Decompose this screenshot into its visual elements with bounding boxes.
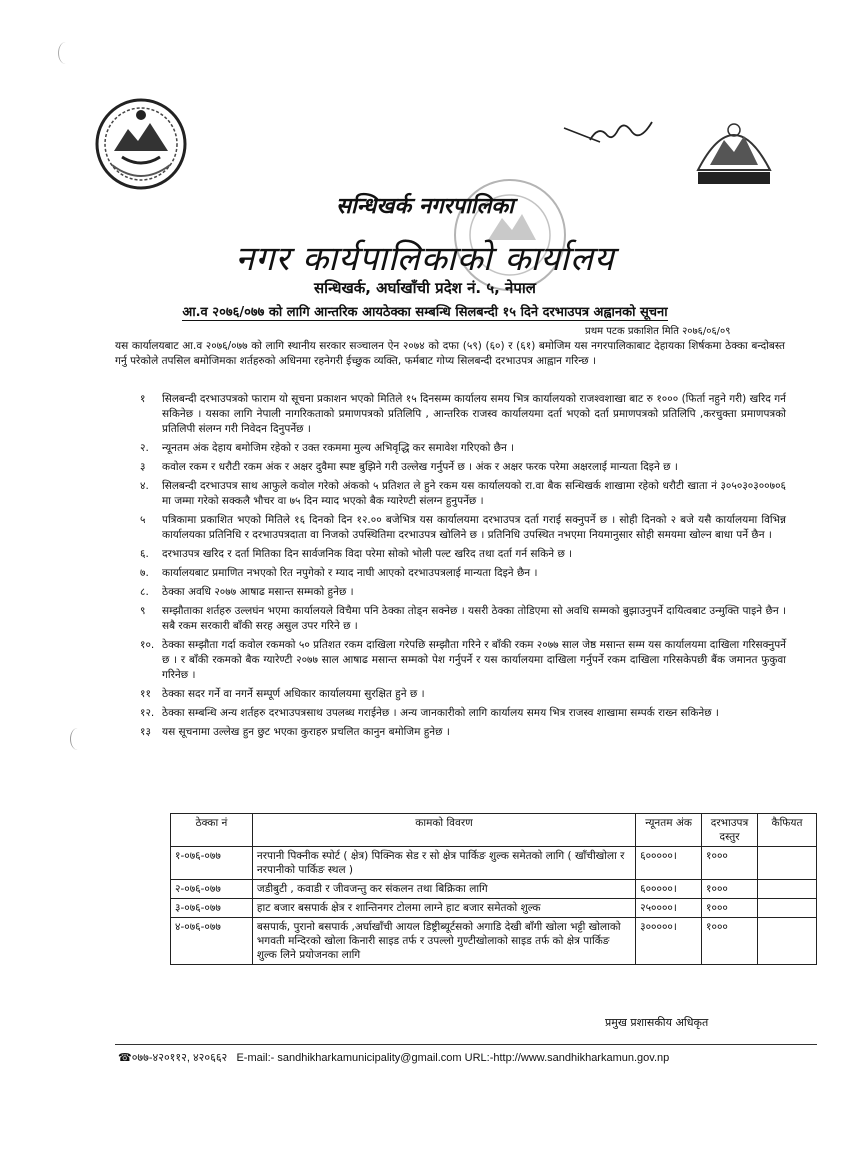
item-number: ४. [140, 480, 149, 492]
scan-margin-mark [70, 728, 85, 750]
cell-description: बसपार्क, पुरानो बसपार्क ,अर्घाखाँची आयल डिष्ट्रीब्यूर्टसको अगाडि देखी बाँगी खोला भट्टी खोलाको भगवती मन्दिरको खोला किनारी साइड तर्फ र उपल्लो गुण्टीखोलाको साइड तर्फ को क्षेत्र पार्किङ शुल्क लिने प्रयोजनका लागि [252, 918, 635, 965]
notice-title [0, 302, 850, 320]
list-item [140, 566, 786, 581]
signer-title: प्रमुख प्रशासकीय अधिकृत [605, 1016, 709, 1029]
cell-min-amount: ६०००००। [636, 880, 702, 899]
list-item [140, 706, 786, 721]
contract-table [170, 813, 817, 965]
list-item [140, 513, 786, 543]
item-text: कवोल रकम र धरौटी रकम अंक र अक्षर दुवैमा स्पष्ट बुझिने गरी उल्लेख गर्नुपर्ने छ । अंक र अक्षर फरक परेमा अक्षरलाई मान्यता दिइने छ । [162, 461, 678, 473]
cell-min-amount: २५००००। [636, 899, 702, 918]
cell-description: जडीबुटी , कवाडी र जीवजन्तु कर संकलन तथा बिक्रिका लागि [252, 880, 635, 899]
header-fee: दरभाउपत्र दस्तुर [702, 814, 758, 847]
item-number: २. [140, 442, 149, 454]
header-description: कामको विवरण [252, 814, 635, 847]
item-text: सिलबन्दी दरभाउपत्र साथ आफुले कवोल गरेको अंकको ५ प्रतिशत ले हुने रकम यस कार्यालयको रा.वा बैक सन्धिखर्क शाखामा रहेको धरौटी खाता नं ३०५०३०३००७०६ मा जम्मा गरेको सक्कलै भौचर वा ७५ दिन म्याद भएको बैक ग्यारेण्टी संलग्न हुनुपर्नेछ । [162, 480, 786, 507]
table-row [171, 899, 817, 918]
nepal-emblem-icon [92, 95, 190, 193]
cell-fee: १००० [702, 918, 758, 965]
list-item [140, 604, 786, 634]
cell-min-amount: ६०००००। [636, 847, 702, 880]
list-item [140, 547, 786, 562]
item-text: सम्झौताका शर्तहरु उल्लघंन भएमा कार्यालयले विचैमा पनि ठेक्का तोड्न सक्नेछ । यसरी ठेक्का तोडिएमा सो अवधि सम्मको बुझाउनुपर्ने दायित्वबाट उन्मुक्ति पाइने छैन । सबै रकम सरकारी बाँकी सरह असुल उपर गरिने छ । [162, 605, 786, 632]
item-number: १ [140, 393, 146, 405]
item-number: १३ [140, 726, 151, 738]
item-number: ७. [140, 567, 149, 579]
item-text: दरभाउपत्र खरिद र दर्ता मितिका दिन सार्वजनिक विदा परेमा सोको भोली पल्ट खरिद तथा दर्ता गर्न सकिने छ । [162, 548, 573, 560]
item-number: ६. [140, 548, 149, 560]
item-text: ठेक्का अवधि २०७७ आषाढ मसान्त सम्मको हुनेछ । [162, 586, 354, 598]
table-row [171, 880, 817, 899]
footer-contact [118, 1050, 669, 1065]
item-number: ९ [140, 605, 146, 617]
municipality-logo-icon [690, 110, 778, 192]
item-number: १०. [140, 639, 155, 651]
cell-remarks [758, 918, 817, 965]
list-item [140, 585, 786, 600]
item-text: न्यूनतम अंक देहाय बमोजिम रहेको र उक्त रकममा मुल्य अभिवृद्धि कर समावेश गरिएको छैन । [162, 442, 515, 454]
list-item [140, 460, 786, 475]
intro-paragraph: यस कार्यालयबाट आ.व २०७६/०७७ को लागि स्थानीय सरकार सञ्चालन ऐन २०७४ को दफा (५९) (६०) र (६१) बमोजिम यस नगरपालिकाबाट देहायका शिर्षकमा ठेक्का बन्दोबस्त गर्नु परेकोले तपसिल बमोजिमका शर्तहरुको अधिनमा रहनेगरी ईच्छुक व्यक्ति, फर्मबाट गोप्य सिलबन्दी दरभाउपत्र आह्वान गरिन्छ । [115, 340, 785, 367]
list-item [140, 687, 786, 702]
office-name: नगर कार्यपालिकाको कार्यालय [235, 239, 615, 279]
item-text: ठेक्का सम्बन्धि अन्य शर्तहरु दरभाउपत्रसाथ उपलब्ध गराईनेछ । अन्य जानकारीको लागि कार्यालय समय भित्र राजस्व शाखामा सम्पर्क राख्न सकिनेछ । [162, 707, 719, 719]
list-item [140, 392, 786, 437]
cell-description: नरपानी पिक्नीक स्पोर्ट ( क्षेत्र) पिक्निक सेड र सो क्षेत्र पार्किङ शुल्क समेतको लागि ( खाँचीखोला र नरपानीको पार्किङ स्थल ) [252, 847, 635, 880]
item-number: ५ [140, 514, 146, 526]
org-name: सन्धिखर्क नगरपालिका [336, 194, 514, 219]
header-min-amount: न्यूनतम अंक [636, 814, 702, 847]
cell-contract-no: २-०७६-०७७ [171, 880, 253, 899]
notice-title-text: आ.व २०७६/०७७ को लागि आन्तरिक आयठेक्का सम्बन्धि सिलबन्दी १५ दिने दरभाउपत्र अह्वानको सूचना [182, 305, 668, 320]
cell-remarks [758, 899, 817, 918]
list-item [140, 725, 786, 740]
item-text: ठेक्का सम्झौता गर्दा कवोल रकमको ५० प्रतिशत रकम दाखिला गरेपछि सम्झौता गरिने र बाँकी रकम २०७७ साल जेष्ठ मसान्त सम्म यस कार्यालयमा दाखिला गरिसक्नुपर्ने छ । र बाँकी रकमको बैक ग्यारेण्टी २०७७ साल आषाढ मसान्त सम्मको पेश गर्नुपर्ने र यस कार्यालयमा दाखिला गर्नुपर्ने रकम दाखिला गरिसकेपछी बैंक जमानत फुकुवा गरिनेछ । [162, 639, 786, 681]
item-number: ११ [140, 688, 151, 700]
cell-contract-no: ३-०७६-०७७ [171, 899, 253, 918]
phone-numbers: ☎०७७-४२०११२, ४२०६६२ [118, 1052, 228, 1064]
email-url: E-mail:- sandhikharkamunicipality@gmail.com URL:-http://www.sandhikharkamun.gov.np [236, 1052, 670, 1064]
list-item [140, 638, 786, 683]
item-number: ८. [140, 586, 149, 598]
item-text: पत्रिकामा प्रकाशित भएको मितिले १६ दिनको दिन १२.०० बजेभित्र यस कार्यालयमा दरभाउपत्र दर्ता गराई सक्नुपर्ने छ । सोही दिनको २ बजे यसै कार्यालयमा विभिन्न कार्यालयका प्रतिनिधि र दरभाउपत्रदाता वा निजको उपस्थितिमा दरभाउपत्र खोलिने छ । प्रतिनिधि उपस्थित नभएमा नियमानुसार सोही समयमा खोल्न बाधा पर्ने छैन । [162, 514, 786, 541]
cell-remarks [758, 880, 817, 899]
list-item [140, 441, 786, 456]
item-text: सिलबन्दी दरभाउपत्रको फाराम यो सूचना प्रकाशन भएको मितिले १५ दिनसम्म कार्यालय समय भित्र कार्यालयको राजश्वशाखा बाट रु १००० (फिर्ता नहुने गरी) खरिद गर्न सकिनेछ । यसका लागि नेपाली नागरिकताको प्रमाणपत्रको प्रतिलिपि , आन्तरिक राजस्व कार्यालयमा दर्ता भएको दर्ता प्रमाणपत्रको प्रतिलिपि ,करचुक्ता प्रमाणपत्रको प्रतिलिपी संलग्न गरी निवेदन दिनुपर्नेछ । [162, 393, 786, 435]
item-number: १२. [140, 707, 155, 719]
handwritten-signature [560, 112, 680, 152]
header-contract-no: ठेक्का नं [171, 814, 253, 847]
cell-remarks [758, 847, 817, 880]
cell-fee: १००० [702, 899, 758, 918]
scan-margin-mark [58, 42, 73, 64]
cell-contract-no: ४-०७६-०७७ [171, 918, 253, 965]
table-row [171, 918, 817, 965]
cell-contract-no: १-०७६-०७७ [171, 847, 253, 880]
footer-divider [115, 1044, 817, 1045]
item-text: ठेक्का सदर गर्ने वा नगर्ने सम्पूर्ण अधिकार कार्यालयमा सुरक्षित हुने छ । [162, 688, 425, 700]
item-text: यस सूचनामा उल्लेख हुन छुट भएका कुराहरु प्रचलित कानुन बमोजिम हुनेछ । [162, 726, 450, 738]
conditions-list [140, 392, 786, 744]
table-header-row [171, 814, 817, 847]
item-text: कार्यालयबाट प्रमाणित नभएको रित नपुगेको र म्याद नाघी आएको दरभाउपत्रलाई मान्यता दिइने छैन । [162, 567, 538, 579]
table-row [171, 847, 817, 880]
list-item [140, 479, 786, 509]
publication-date: प्रथम पटक प्रकाशित मिति २०७६/०६/०९ [585, 326, 731, 337]
item-number: ३ [140, 461, 146, 473]
header-remarks: कैफियत [758, 814, 817, 847]
cell-fee: १००० [702, 847, 758, 880]
office-address: सन्धिखर्क, अर्घाखाँची प्रदेश नं. ५, नेपाल [314, 279, 536, 297]
cell-fee: १००० [702, 880, 758, 899]
cell-description: हाट बजार बसपार्क क्षेत्र र शान्तिनगर टोलमा लाग्ने हाट बजार समेतको शुल्क [252, 899, 635, 918]
cell-min-amount: ३०००००। [636, 918, 702, 965]
